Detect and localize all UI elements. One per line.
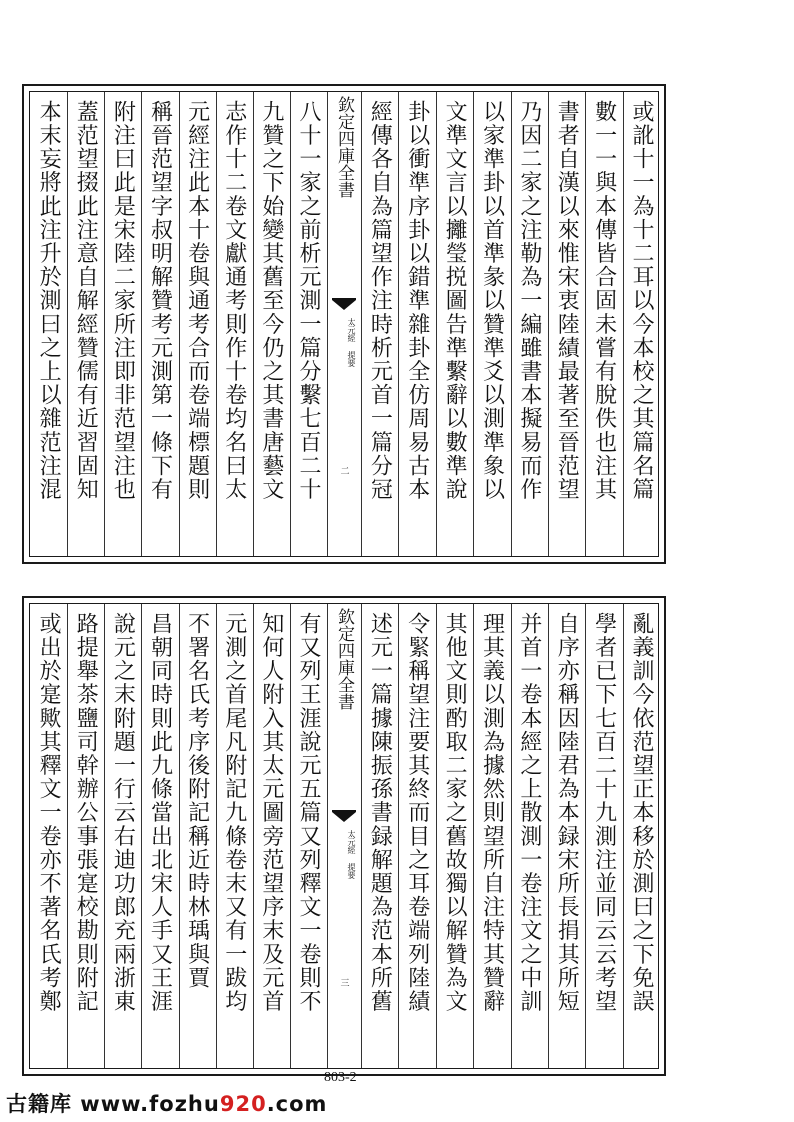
text-column: 路提舉茶鹽司幹辦公事張寔校勘則附記 (67, 604, 104, 1068)
text-column: 以家準卦以首準彖以贊準爻以測準象以 (473, 92, 510, 556)
text-column: 述元一篇據陳振孫書録解題為范本所舊 (361, 604, 398, 1068)
page-number: 803-2 (324, 1070, 357, 1085)
text-column: 元經注此本十卷與通考合而卷端標題則 (179, 92, 216, 556)
bottom-page-inner-frame (29, 603, 659, 1069)
watermark-digits: 920 (219, 1092, 267, 1116)
text-column: 書者自漢以來惟宋衷陸績最著至晉范望 (548, 92, 585, 556)
text-column: 亂義訓今依范望正本移於測曰之下免誤 (623, 604, 660, 1068)
text-column: 有又列王涯說元五篇又列釋文一卷則不 (290, 604, 327, 1068)
center-page-number: 三 (340, 979, 350, 989)
top-page (22, 84, 666, 564)
text-column: 理其義以測為據然則望所自注特其贊辭 (473, 604, 510, 1068)
text-column: 九贊之下始變其舊至今仍之其書唐藝文 (253, 92, 290, 556)
text-column: 學者已下七百二十九測注並同云云考望 (585, 604, 622, 1068)
text-column: 八十一家之前析元測一篇分繫七百二十 (290, 92, 327, 556)
text-column: 乃因二家之注勒為一編雖書本擬易而作 (511, 92, 548, 556)
center-title: 欽定四庫全書 (334, 96, 354, 198)
center-subtitle: 太元經 提要 (347, 318, 356, 367)
fishtail-mark-icon (332, 298, 356, 310)
center-margin-column (327, 604, 361, 1068)
text-column: 不署名氏考序後附記稱近時林瑀與賈 (179, 604, 216, 1068)
text-column: 蓋范望掇此注意自解經贊儒有近習固知 (67, 92, 104, 556)
center-title: 欽定四庫全書 (334, 608, 354, 710)
watermark-prefix: 古籍库 www.fozhu (6, 1092, 220, 1116)
text-column: 元測之首尾凡附記九條卷末又有一跋均 (216, 604, 253, 1068)
text-column: 志作十二卷文獻通考則作十卷均名曰太 (216, 92, 253, 556)
watermark-suffix: .com (266, 1092, 328, 1116)
text-column: 或出於寔歟其釋文一卷亦不著名氏考鄭 (36, 612, 62, 1014)
text-column: 經傳各自為篇望作注時析元首一篇分冠 (361, 92, 398, 556)
text-column: 卦以衝準序卦以錯準雜卦全仿周易古本 (398, 92, 435, 556)
text-column: 本末妄將此注升於測曰之上以雜范注混 (36, 100, 62, 502)
text-column: 昌朝同時則此九條當出北宋人手又王涯 (141, 604, 178, 1068)
text-column: 自序亦稱因陸君為本録宋所長捐其所短 (548, 604, 585, 1068)
text-column: 附注曰此是宋陸二家所注即非范望注也 (104, 92, 141, 556)
fishtail-mark-icon (332, 810, 356, 822)
text-column: 并首一卷本經之上散測一卷注文之中訓 (511, 604, 548, 1068)
text-column: 令緊稱望注要其終而目之耳卷端列陸績 (398, 604, 435, 1068)
text-column: 說元之末附題一行云右迪功郎充兩浙東 (104, 604, 141, 1068)
text-column: 數一一與本傳皆合固未嘗有脫佚也注其 (585, 92, 622, 556)
center-subtitle: 太元經 提要 (347, 830, 356, 879)
site-watermark[interactable] (6, 1088, 327, 1118)
text-column: 稱晉范望字叔明解贊考元測第一條下有 (141, 92, 178, 556)
text-column: 其他文則酌取二家之舊故獨以解贊為文 (436, 604, 473, 1068)
center-page-number: 二 (340, 467, 350, 477)
text-column: 文準文言以攡瑩捝圖告準繫辭以數準說 (436, 92, 473, 556)
text-column: 或訛十一為十二耳以今本校之其篇名篇 (623, 92, 660, 556)
top-page-inner-frame (29, 91, 659, 557)
bottom-page (22, 596, 666, 1076)
text-column: 知何人附入其太元圖旁范望序末及元首 (253, 604, 290, 1068)
center-margin-column (327, 92, 361, 556)
